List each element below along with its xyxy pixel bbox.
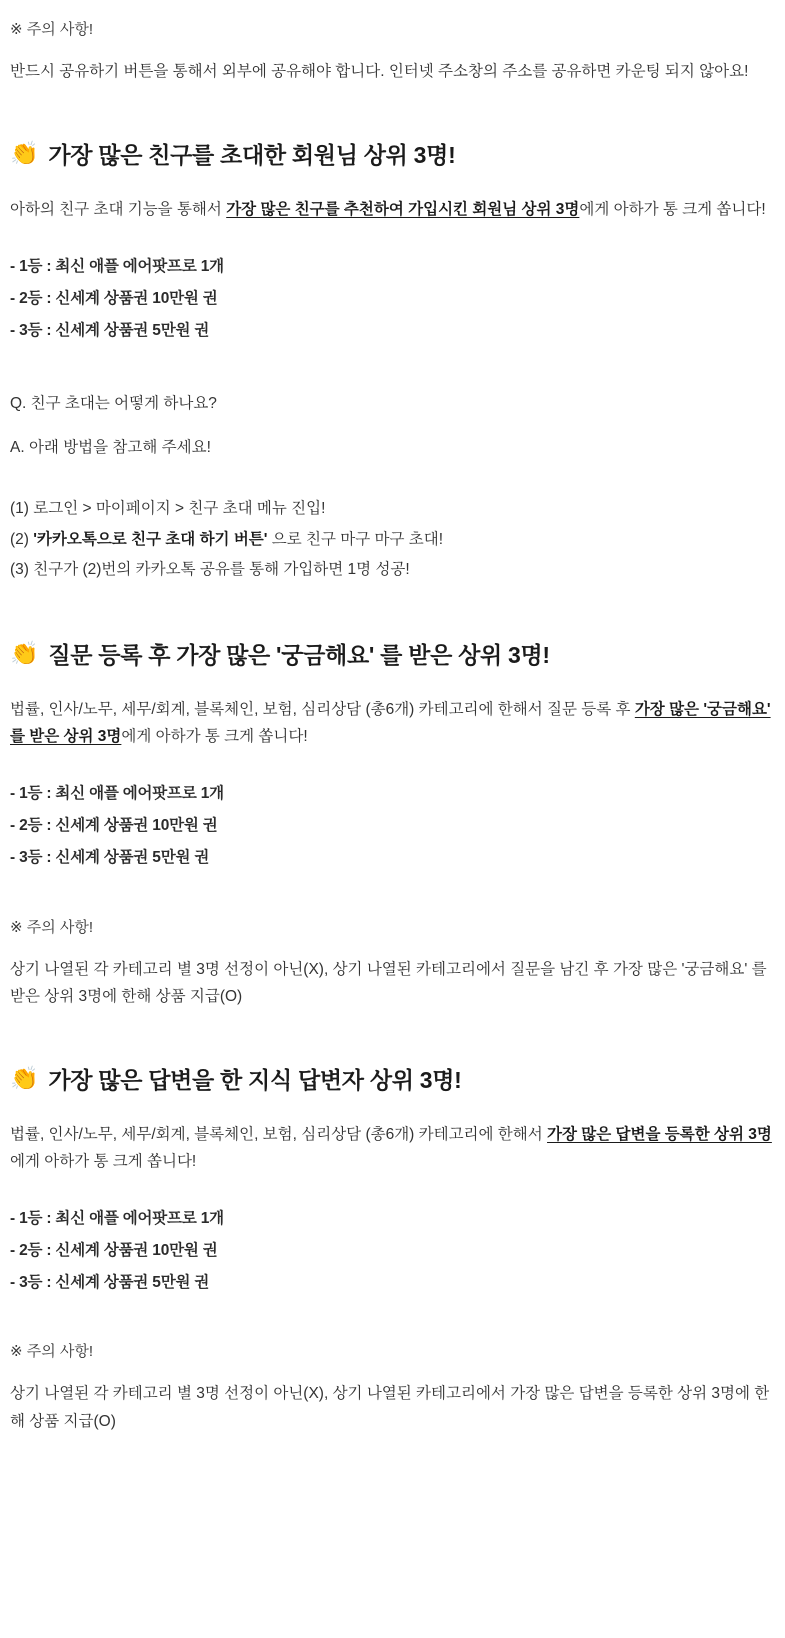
faq-answer: A. 아래 방법을 참고해 주세요! <box>10 439 211 457</box>
prize-item: - 1등 : 최신 애플 에어팟프로 1개 <box>10 258 224 276</box>
section-warning-body: 상기 나열된 각 카테고리 별 3명 선정이 아닌(X), 상기 나열된 카테고리에서 질문을 남긴 후 가장 많은 '궁금해요' 를 받은 상위 3명에 한해 상품 지급(O) <box>10 960 767 1005</box>
top-warning-body: 반드시 공유하기 버튼을 통해서 외부에 공유해야 합니다. 인터넷 주소창의 주소를 공유하면 카운팅 되지 않아요! <box>10 63 749 80</box>
section-intro-highlight: 가장 많은 '궁금해요' 를 받은 상위 3명 <box>10 701 771 746</box>
prize-item: - 2등 : 신세계 상품권 10만원 권 <box>10 1241 218 1259</box>
invite-step <box>10 525 775 555</box>
prize-list-curious <box>10 778 775 873</box>
prize-item: - 2등 : 신세계 상품권 10만원 권 <box>10 817 218 835</box>
spacer <box>10 85 775 137</box>
spacer <box>10 347 775 375</box>
prize-item: - 3등 : 신세계 상품권 5만원 권 <box>10 321 210 339</box>
spacer <box>10 1010 775 1062</box>
spacer <box>10 223 775 251</box>
section-intro-invite <box>10 196 775 223</box>
spacer <box>10 1364 775 1380</box>
spacer <box>10 874 775 916</box>
spacer <box>10 940 775 956</box>
invite-step-text: (3) 친구가 (2)번의 카카오톡 공유를 통해 가입하면 1명 성공! <box>10 560 410 578</box>
spacer <box>10 1298 775 1340</box>
section-intro-before: 아하의 친구 초대 기능을 통해서 <box>10 201 227 219</box>
prize-item: - 1등 : 최신 애플 에어팟프로 1개 <box>10 785 224 803</box>
invite-step <box>10 494 775 524</box>
spacer <box>10 750 775 778</box>
section-intro-before: 법률, 인사/노무, 세무/회계, 블록체인, 보험, 심리상담 (총6개) 카테고리에 한해서 <box>10 1125 548 1143</box>
section-warning-body: 상기 나열된 각 카테고리 별 3명 선정이 아닌(X), 상기 나열된 카테고리에서 가장 많은 답변을 등록한 상위 3명에 한해 상품 지급(O) <box>10 1385 770 1430</box>
section-warning-title: ※ 주의 사항! <box>10 1343 94 1361</box>
section-title-answers <box>10 1062 775 1095</box>
section-intro-curious <box>10 696 775 750</box>
invite-step <box>10 555 775 585</box>
section-intro-before: 법률, 인사/노무, 세무/회계, 블록체인, 보험, 심리상담 (총6개) 카테고리에 한해서 질문 등록 후 <box>10 701 635 719</box>
section-title-invite <box>10 137 775 170</box>
section-title-text: 가장 많은 답변을 한 지식 답변자 상위 3명! <box>48 1066 462 1093</box>
section-title-text: 가장 많은 친구를 초대한 회원님 상위 3명! <box>48 142 456 169</box>
top-warning-title: ※ 주의 사항! <box>10 21 94 38</box>
section-intro-highlight: 가장 많은 답변을 등록한 상위 3명 <box>547 1125 772 1143</box>
section-title-curious <box>10 637 775 670</box>
clap-icon: 👏 <box>10 140 39 167</box>
clap-icon: 👏 <box>10 1064 39 1091</box>
section-intro-after: 에게 아하가 통 크게 쏩니다! <box>10 1152 197 1170</box>
invite-step-bold: '카카오톡으로 친구 초대 하기 버튼' <box>33 530 268 548</box>
invite-steps-list <box>10 494 775 585</box>
clap-icon: 👏 <box>10 640 39 667</box>
section-intro-highlight: 가장 많은 친구를 추천하여 가입시킨 회원님 상위 3명 <box>226 201 580 219</box>
prize-list-answers <box>10 1203 775 1298</box>
prize-list-invite <box>10 251 775 346</box>
spacer <box>10 585 775 637</box>
invite-step-prefix: (2) <box>10 530 34 548</box>
section-intro-after: 에게 아하가 통 크게 쏩니다! <box>579 201 766 219</box>
section-intro-answers <box>10 1121 775 1175</box>
spacer <box>10 478 775 494</box>
section-intro-after: 에게 아하가 통 크게 쏩니다! <box>121 728 308 746</box>
section-warning-title: ※ 주의 사항! <box>10 918 94 936</box>
spacer <box>10 1175 775 1203</box>
prize-item: - 3등 : 신세계 상품권 5만원 권 <box>10 1273 210 1291</box>
invite-step-text: (1) 로그인 > 마이페이지 > 친구 초대 메뉴 진입! <box>10 500 326 518</box>
prize-item: - 2등 : 신세계 상품권 10만원 권 <box>10 290 218 308</box>
prize-item: - 3등 : 신세계 상품권 5만원 권 <box>10 848 210 866</box>
section-title-text: 질문 등록 후 가장 많은 '궁금해요' 를 받은 상위 3명! <box>48 642 550 669</box>
invite-step-suffix: 으로 친구 마구 마구 초대! <box>267 530 444 548</box>
spacer <box>10 42 775 58</box>
prize-item: - 1등 : 최신 애플 에어팟프로 1개 <box>10 1210 224 1228</box>
faq-question: Q. 친구 초대는 어떻게 하나요? <box>10 395 217 413</box>
